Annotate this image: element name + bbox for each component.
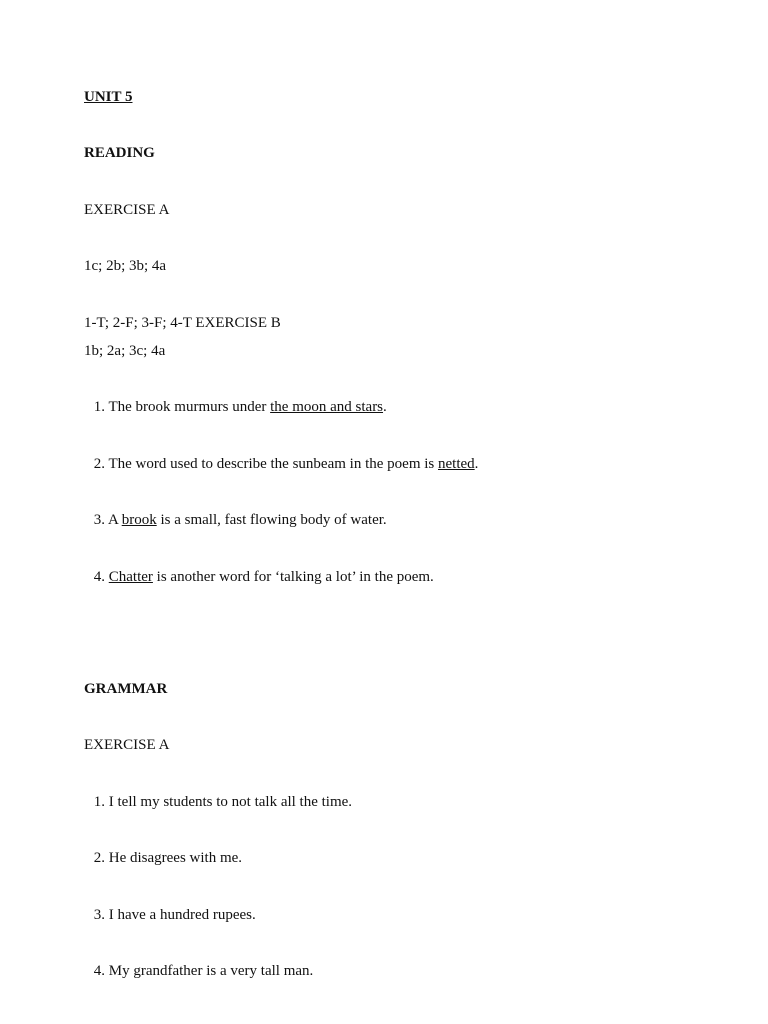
list-item-text-pre: A — [107, 512, 122, 528]
list-item-text: I have a hundred rupees. — [108, 907, 256, 923]
list-item-text-post: . — [474, 456, 479, 472]
list-item-underlined: netted — [438, 456, 475, 472]
list-item-number: 1. — [93, 794, 105, 810]
list-item-text: He disagrees with me. — [108, 850, 243, 866]
list-item-number: 3. — [93, 512, 105, 528]
list-item — [84, 962, 313, 980]
list-item-number: 3. — [93, 907, 105, 923]
reading-true-false-line: 1-T; 2-F; 3-F; 4-T EXERCISE B — [84, 315, 281, 331]
list-item — [84, 849, 242, 867]
list-item-underlined: the moon and stars — [270, 399, 384, 415]
grammar-heading: GRAMMAR — [84, 681, 168, 697]
list-item-underlined: Chatter — [108, 569, 153, 585]
list-item-number: 2. — [93, 456, 105, 472]
reading-exercise-a-answers: 1c; 2b; 3b; 4a — [84, 258, 167, 274]
list-item — [84, 455, 478, 473]
list-item-text-pre: The word used to describe the sunbeam in the poem is — [108, 456, 438, 472]
reading-exercise-b-answers: 1b; 2a; 3c; 4a — [84, 343, 166, 359]
list-item — [84, 906, 256, 924]
list-item — [84, 793, 352, 811]
list-item — [84, 398, 387, 416]
list-item — [84, 568, 434, 586]
list-item-text: My grandfather is a very tall man. — [108, 963, 314, 979]
list-item-number: 1. — [93, 399, 105, 415]
list-item-text-post: . — [383, 399, 387, 415]
list-item-text: I tell my students to not talk all the time. — [108, 794, 353, 810]
list-item-text-post: is another word for ‘talking a lot’ in the poem. — [152, 569, 434, 585]
reading-exercise-a-label: EXERCISE A — [84, 202, 170, 218]
list-item-number: 4. — [93, 963, 105, 979]
list-item-number: 4. — [93, 569, 105, 585]
list-item-text-pre: The brook murmurs under — [108, 399, 271, 415]
list-item — [84, 511, 387, 529]
list-item-number: 2. — [93, 850, 105, 866]
unit-title: UNIT 5 — [84, 89, 133, 105]
list-item-text-post: is a small, fast flowing body of water. — [156, 512, 387, 528]
grammar-exercise-a-label: EXERCISE A — [84, 737, 170, 753]
reading-heading: READING — [84, 145, 155, 161]
list-item-underlined: brook — [121, 512, 157, 528]
